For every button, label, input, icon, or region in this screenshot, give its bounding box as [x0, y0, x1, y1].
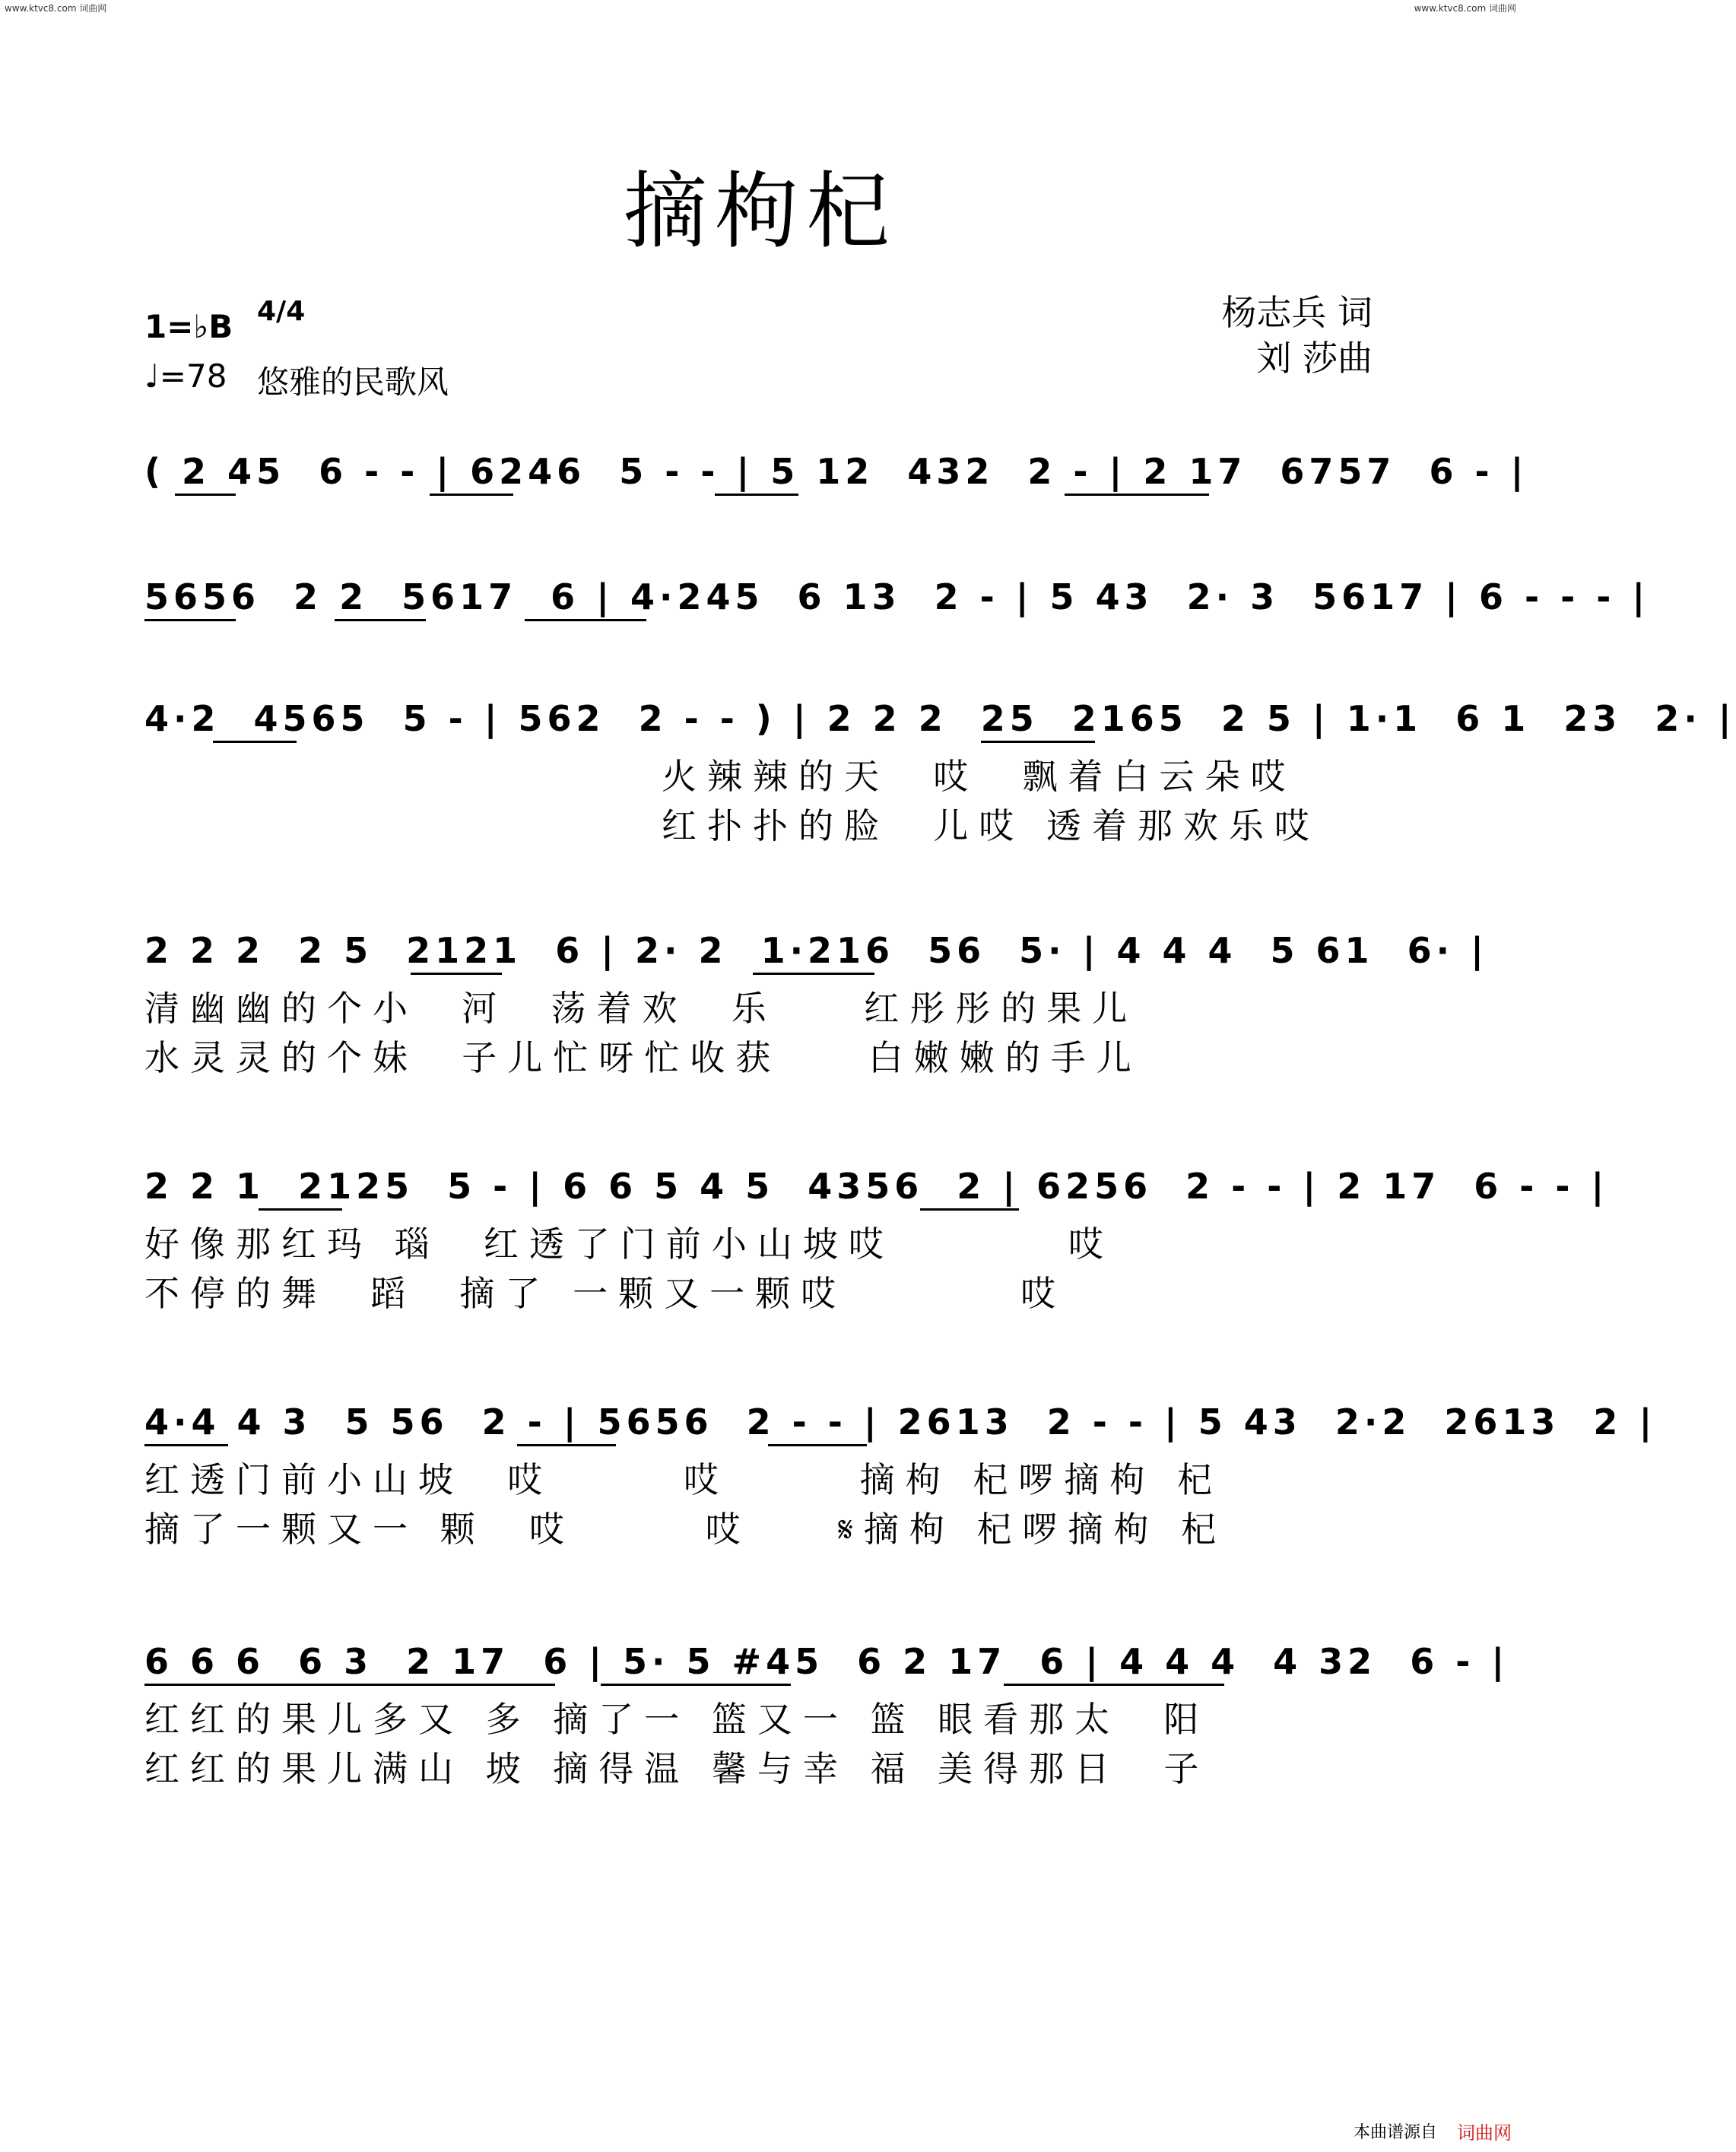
underline-mark: [1004, 1684, 1224, 1686]
watermark-top-right: www.ktvc8.com 词曲网: [1414, 3, 1516, 14]
notation-line-6: 4·4 4 3 5 56 2 - | 5656 2 - - | 2613 2 - - | 5 43 2·2 2613 2 |: [144, 1401, 1657, 1443]
time-signature: 4/4: [257, 296, 306, 327]
lyric-verse-2-line-4: 水灵灵的个妹 子儿忙呀忙收获 白嫩嫩的手儿: [144, 1037, 1142, 1078]
composer-credit: 刘 莎曲: [1256, 338, 1373, 379]
underline-mark: [144, 619, 236, 621]
lyric-verse-1-line-3: 火辣辣的天 哎 飘着白云朵哎: [662, 756, 1296, 797]
watermark-top-left: www.ktvc8.com 词曲网: [5, 3, 107, 14]
key-signature: 1=♭B: [144, 308, 233, 345]
score-line-1: [144, 445, 1528, 498]
lyric-verse-1-line-6: 红透门前小山坡 哎 哎 摘枸 杞啰摘枸 杞: [144, 1459, 1223, 1500]
underline-mark: [430, 494, 513, 496]
underline-mark: [601, 1684, 791, 1686]
notation-line-1: ( 2 45 6 - - | 6246 5 - - | 5 12 432 2 - | 2 17 6757 6 - |: [144, 451, 1528, 492]
score-line-4: [144, 924, 1488, 1078]
score-line-2: [144, 570, 1650, 624]
underline-mark: [753, 973, 874, 975]
score-line-7: [144, 1635, 1509, 1789]
page-title: 摘枸杞: [624, 163, 897, 260]
score-line-5: [144, 1160, 1609, 1314]
notation-line-5: 2 2 1 2125 5 - | 6 6 5 4 5 4356 2 | 6256 2 - - | 2 17 6 - - |: [144, 1166, 1609, 1207]
underline-mark: [517, 1444, 616, 1446]
notation-line-3: 4·2 4565 5 - | 562 2 - - ) | 2 2 2 25 2165 2 5 | 1·1 6 1 23 2· |: [144, 698, 1736, 739]
underline-mark: [920, 1208, 1019, 1211]
underline-mark: [768, 1444, 867, 1446]
underline-mark: [144, 1444, 228, 1446]
underline-mark: [259, 1208, 342, 1211]
style-marking: 悠雅的民歌风: [257, 363, 449, 401]
score-line-3: [144, 692, 1736, 846]
underline-mark: [175, 494, 236, 496]
lyric-verse-1-line-4: 清幽幽的个小 河 荡着欢 乐 红彤彤的果儿: [144, 988, 1138, 1029]
underline-mark: [715, 494, 798, 496]
lyric-verse-2-line-7: 红红的果儿满山 坡 摘得温 馨与幸 福 美得那日 子: [144, 1748, 1210, 1789]
underline-mark: [213, 741, 297, 743]
lyric-verse-2-line-3: 红扑扑的脸 儿哎 透着那欢乐哎: [662, 805, 1320, 846]
footer-source-text: 本曲谱源自: [1353, 2123, 1437, 2142]
tempo-marking: ♩=78: [144, 357, 227, 395]
lyric-verse-2-line-6: 摘了一颗又一 颗 哎 哎 𝄋摘枸 杞啰摘枸 杞: [144, 1509, 1227, 1550]
lyricist-credit: 杨志兵 词: [1221, 292, 1373, 333]
notation-line-4: 2 2 2 2 5 2121 6 | 2· 2 1·216 56 5· | 4 4 4 5 61 6· |: [144, 930, 1488, 971]
lyric-verse-1-line-5: 好像那红玛 瑙 红透了门前小山坡哎 哎: [144, 1224, 1114, 1265]
underline-mark: [525, 619, 646, 621]
footer-site-link[interactable]: 词曲网: [1457, 2122, 1512, 2144]
underline-mark: [981, 741, 1095, 743]
notation-line-7: 6 6 6 6 3 2 17 6 | 5· 5 #45 6 2 17 6 | 4 4 4 4 32 6 - |: [144, 1641, 1509, 1682]
score-line-6: [144, 1395, 1657, 1550]
underline-mark: [411, 973, 502, 975]
underline-mark: [1065, 494, 1209, 496]
underline-mark: [144, 1684, 555, 1686]
underline-mark: [335, 619, 426, 621]
lyric-verse-2-line-5: 不停的舞 蹈 摘了 一颗又一颗哎 哎: [144, 1273, 1067, 1314]
lyric-verse-1-line-7: 红红的果儿多又 多 摘了一 篮又一 篮 眼看那太 阳: [144, 1699, 1210, 1740]
notation-line-2: 5656 2 2 5617 6 | 4·245 6 13 2 - | 5 43 2· 3 5617 | 6 - - - |: [144, 576, 1650, 617]
